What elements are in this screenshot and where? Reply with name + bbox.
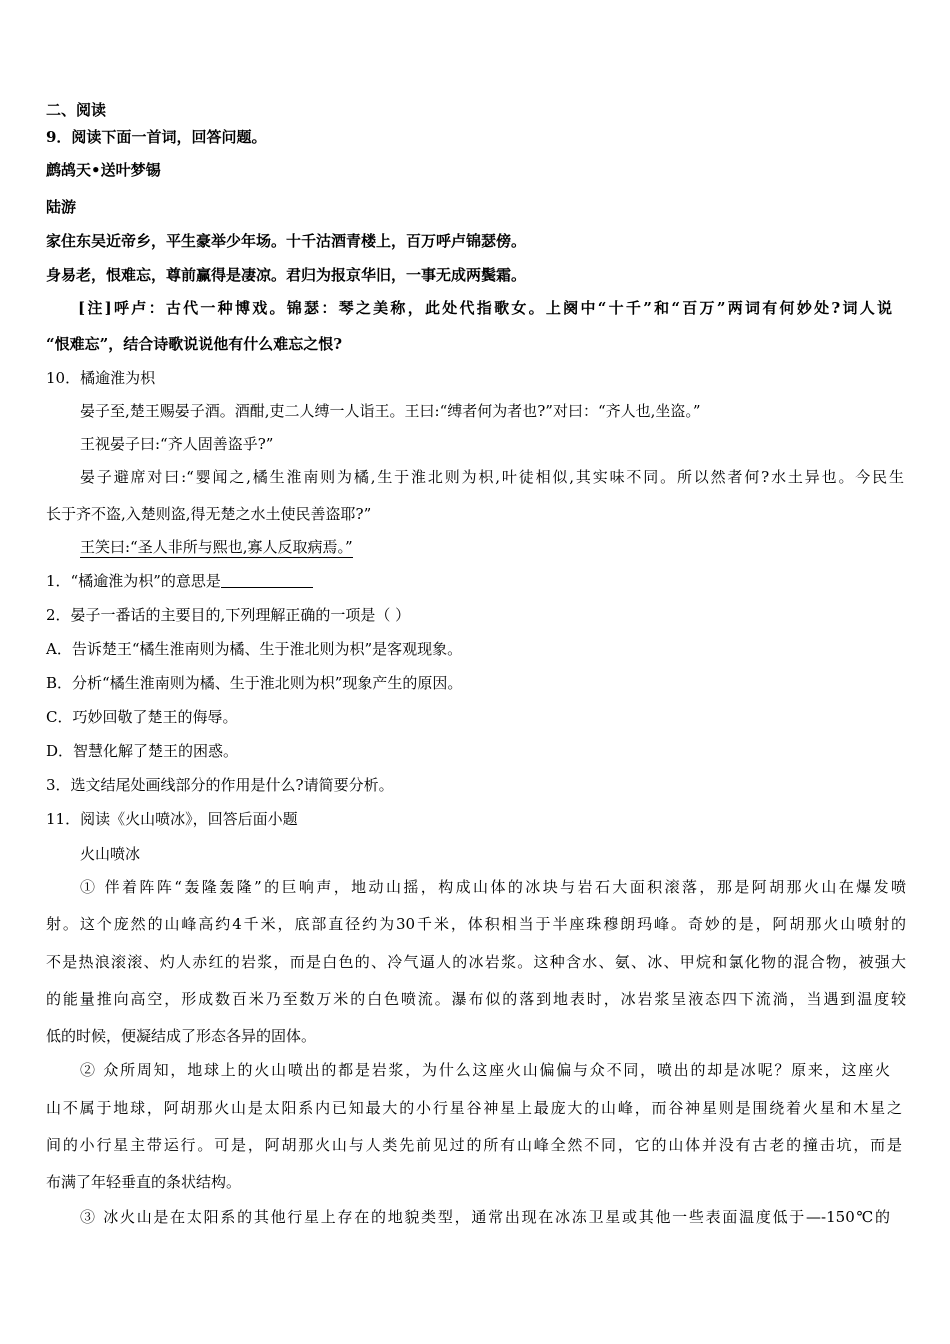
poem-line-2: 身易老，恨难忘，尊前赢得是凄凉。君归为报京华旧，一事无成两鬓霜。 [46, 266, 527, 284]
poem-note-2: “恨难忘”，结合诗歌说说他有什么难忘之恨? [46, 335, 343, 353]
q10-sub-question-1: 1．“橘逾淮为枳”的意思是 [46, 571, 313, 591]
option-d: D．智慧化解了楚王的困惑。 [46, 742, 239, 760]
q10-passage-1: 晏子至,楚王赐晏子酒。酒酣,吏二人缚一人诣王。王曰:“缚者何为者也?”对曰：“齐人也,坐盗。” [80, 402, 701, 420]
option-b: B．分析“橘生淮南则为橘、生于淮北则为枳”现象产生的原因。 [46, 674, 463, 692]
q10-passage-3b: 长于齐不盗,入楚则盗,得无楚之水土使民善盗耶?” [46, 505, 372, 523]
q10-sub-question-3: 3．选文结尾处画线部分的作用是什么?请简要分析。 [46, 776, 394, 794]
poem-note-1: [注]呼卢：古代一种博戏。锦瑟：琴之美称，此处代指歌女。上阕中“十千”和“百万”两词有何妙处?词人说 [78, 299, 892, 317]
poem-author: 陆游 [46, 198, 77, 216]
q11-para-2-line-1: ② 众所周知，地球上的火山喷出的都是岩浆，为什么这座火山偏偏与众不同，喷出的却是冰呢？原来，这座火 [80, 1061, 890, 1079]
answer-blank[interactable] [221, 572, 313, 588]
q11-article-title: 火山喷冰 [80, 845, 141, 863]
poem-title: 鹧鸪天•送叶梦锡 [46, 161, 161, 179]
q11-para-1-line-4: 的能量推向高空，形成数百米乃至数万米的白色喷流。瀑布似的落到地表时，冰岩浆呈液态四下流淌，当遇到温度较 [46, 990, 906, 1008]
q11-para-2-line-3: 间的小行星主带运行。可是，阿胡那火山与人类先前见过的所有山峰全然不同，它的山体并没有古老的撞击坑，而是 [46, 1136, 902, 1154]
q11-para-1-line-2: 射。这个庞然的山峰高约4千米，底部直径约为30千米，体积相当于半座珠穆朗玛峰。奇妙的是，阿胡那火山喷射的 [46, 915, 906, 933]
q10-passage-2: 王视晏子曰:“齐人固善盗乎?” [80, 435, 274, 453]
q11-para-2-line-4: 布满了年轻垂直的条状结构。 [46, 1173, 242, 1191]
section-title: 二、阅读 [46, 101, 107, 119]
q9-prompt: 9．阅读下面一首词，回答问题。 [46, 128, 267, 146]
q11-prompt: 11．阅读《火山喷冰》，回答后面小题 [46, 810, 298, 828]
q10-sub-question-2: 2．晏子一番话的主要目的,下列理解正确的一项是（ ） [46, 606, 411, 624]
option-c: C．巧妙回敬了楚王的侮辱。 [46, 708, 238, 726]
underlined-ending: 王笑曰:“圣人非所与熙也,寡人反取病焉。” [80, 538, 353, 556]
q11-para-1-line-3: 不是热浪滚滚、灼人赤红的岩浆，而是白色的、冷气逼人的冰岩浆。这种含水、氨、冰、甲烷和氯化物的混合物，被强大 [46, 953, 906, 971]
q10-prompt: 10．橘逾淮为枳 [46, 369, 156, 387]
q10-passage-4 [80, 537, 353, 557]
q11-para-3-line-1: ③ 冰火山是在太阳系的其他行星上存在的地貌类型，通常出现在冰冻卫星或其他一些表面温度低于—-150℃的 [80, 1208, 890, 1226]
q11-para-1-line-5: 低的时候，便凝结成了形态各异的固体。 [46, 1027, 317, 1045]
poem-line-1: 家住东吴近帝乡，平生豪举少年场。十千沽酒青楼上，百万呼卢锦瑟傍。 [46, 232, 527, 250]
option-a: A．告诉楚王“橘生淮南则为橘、生于淮北则为枳”是客观现象。 [46, 640, 463, 658]
q11-para-1-line-1: ① 伴着阵阵“轰隆轰隆”的巨响声，地动山摇，构成山体的冰块与岩石大面积滚落，那是阿胡那火山在爆发喷 [80, 878, 906, 896]
q11-para-2-line-2: 山不属于地球，阿胡那火山是太阳系内已知最大的小行星谷神星上最庞大的山峰，而谷神星则是围绕着火星和木星之 [46, 1099, 902, 1117]
q10-passage-3a: 晏子避席对曰:“婴闻之,橘生淮南则为橘,生于淮北则为枳,叶徒相似,其实味不同。所以然者何?水土异也。今民生 [80, 468, 904, 486]
